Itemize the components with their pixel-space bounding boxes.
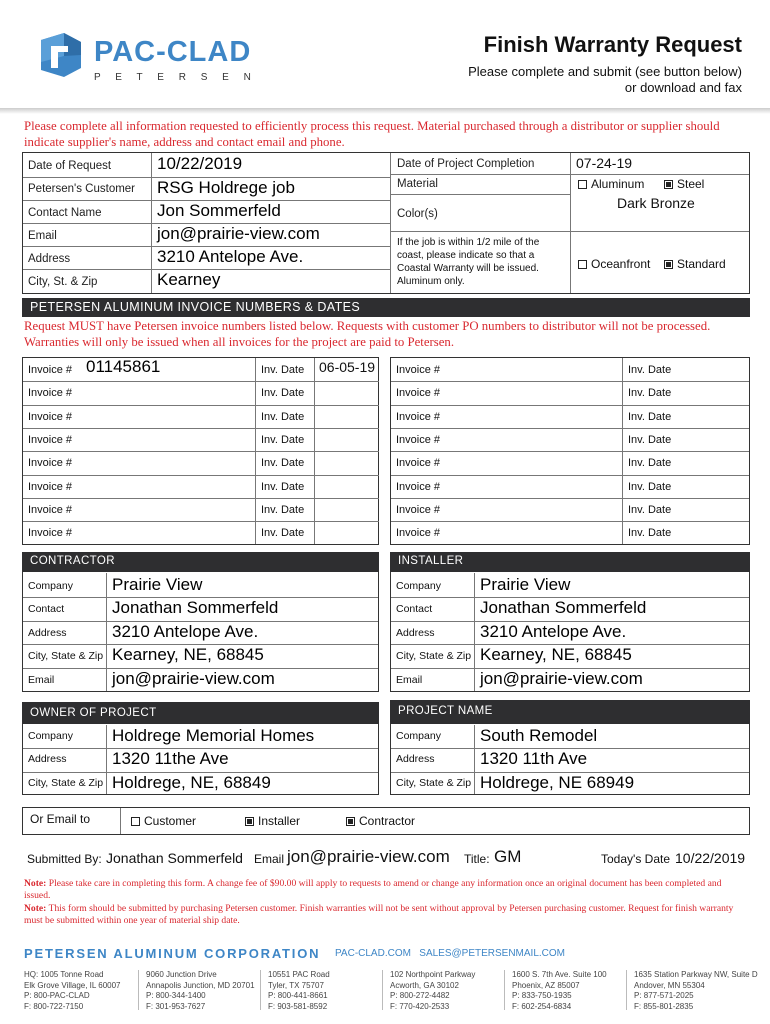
installer-email-field[interactable]: jon@prairie-view.com: [480, 668, 643, 688]
invoice-label: Invoice #: [28, 527, 73, 540]
contractor-email-label: Email: [28, 673, 55, 686]
owner-city-label: City, State & Zip: [28, 776, 104, 789]
city-field[interactable]: Kearney: [157, 270, 221, 289]
office-line: Phoenix, AZ 85007: [512, 980, 580, 990]
contractor-city-label: City, State & Zip: [28, 650, 104, 663]
installer-contact-field[interactable]: Jonathan Sommerfeld: [480, 598, 647, 618]
oceanfront-checkbox[interactable]: Oceanfront: [578, 257, 650, 271]
invoice-number-1[interactable]: 01145861: [86, 357, 161, 376]
header-instruction-2: or download and fax: [624, 80, 742, 95]
contractor-contact-label: Contact: [28, 603, 65, 616]
material-aluminum-checkbox[interactable]: Aluminum: [578, 177, 644, 191]
office-line: P: 800-272-4482: [390, 991, 450, 1000]
checkbox-checked-icon: [346, 817, 355, 826]
address-field[interactable]: 3210 Antelope Ave.: [157, 247, 304, 266]
logo-sub: P E T E R S E N: [94, 72, 257, 83]
invoice-label: Invoice #: [396, 410, 441, 423]
page-title: Finish Warranty Request: [483, 32, 742, 57]
note-1: Note: Please take care in completing this form. A change fee of $90.00 will apply to requests to amend or change any information once an original document has been completed and issued.: [24, 878, 722, 901]
email-to-installer-checkbox[interactable]: Installer: [245, 814, 300, 828]
office-line: Tyler, TX 75707: [268, 980, 324, 990]
invoices-note: Request MUST have Petersen invoice numbers listed below. Requests with customer PO numbers to distributor will not be processed. Warranties will only be issued when all invoices for the project are paid to Petersen.: [24, 319, 711, 349]
checkbox-checked-icon: [664, 260, 673, 269]
contact-name-label: Contact Name: [28, 207, 102, 219]
office-line: F: 770-420-2533: [390, 1001, 450, 1011]
office-line: F: 855-801-2835: [634, 1001, 694, 1011]
office-line: 1635 Station Parkway NW, Suite D: [634, 970, 758, 979]
contractor-company-label: Company: [28, 580, 73, 592]
checkbox-checked-icon: [245, 817, 254, 826]
invoice-label: Invoice #: [396, 364, 441, 376]
invoice-date-label: Inv. Date: [628, 527, 672, 540]
project-company-field[interactable]: South Remodel: [480, 726, 598, 745]
date-request-field[interactable]: 10/22/2019: [157, 154, 243, 173]
submitted-by-field[interactable]: Jonathan Sommerfeld: [106, 850, 243, 866]
logo-mark-icon: [38, 32, 84, 78]
checkbox-icon: [131, 817, 140, 826]
invoice-label: Invoice #: [28, 387, 73, 400]
installer-email-label: Email: [396, 673, 423, 686]
project-city-label: City, State & Zip: [396, 776, 472, 789]
invoice-date-label: Inv. Date: [261, 410, 305, 423]
invoice-date-label: Inv. Date: [628, 410, 672, 423]
checkbox-checked-icon: [664, 180, 673, 189]
invoice-label: Invoice #: [396, 387, 441, 400]
office-line: 10551 PAC Road: [268, 970, 330, 979]
completion-date-label: Date of Project Completion: [397, 158, 535, 170]
contractor-address-label: Address: [28, 626, 67, 639]
contact-name-field[interactable]: Jon Sommerfeld: [157, 201, 281, 220]
logo-name: PAC-CLAD: [94, 36, 252, 68]
project-company-label: Company: [396, 730, 441, 742]
intro-text: Please complete all information requested to efficiently process this request. Material purchased through a distributor or supplier should indicate supplier's name, address and contact email and phone.: [24, 119, 720, 149]
invoice-label: Invoice #: [396, 527, 441, 540]
todays-date-field[interactable]: 10/22/2019: [675, 850, 746, 866]
invoice-date-label: Inv. Date: [628, 364, 672, 376]
owner-company-label: Company: [28, 730, 73, 742]
submitted-email-label: Email: [254, 852, 285, 866]
invoice-date-label: Inv. Date: [628, 503, 672, 516]
coastal-note: If the job is within 1/2 mile of the coast, please indicate so that a Coastal Warranty will be issued. Aluminum only.: [397, 237, 540, 287]
invoice-label: Invoice #: [396, 480, 441, 493]
submitted-title-field[interactable]: GM: [494, 847, 522, 866]
office-line: P: 800-441-8661: [268, 991, 328, 1000]
office-line: Annapolis Junction, MD 20701: [146, 980, 255, 990]
invoice-date-label: Inv. Date: [261, 387, 305, 400]
installer-company-label: Company: [396, 580, 441, 592]
office-line: P: 800-344-1400: [146, 991, 206, 1000]
project-header: PROJECT NAME: [390, 700, 750, 724]
office-line: P: 800-PAC-CLAD: [24, 991, 90, 1000]
submitted-by-label: Submitted By:: [27, 852, 102, 866]
contractor-email-field[interactable]: jon@prairie-view.com: [112, 668, 275, 688]
header-divider: [0, 108, 770, 114]
office-line: P: 877-571-2025: [634, 991, 694, 1000]
contractor-header: CONTRACTOR: [22, 552, 379, 572]
header-instruction-1: Please complete and submit (see button below): [468, 64, 742, 79]
customer-label: Petersen's Customer: [28, 183, 136, 195]
contractor-contact-field[interactable]: Jonathan Sommerfeld: [112, 598, 279, 618]
installer-city-field[interactable]: Kearney, NE, 68845: [480, 645, 632, 665]
material-label: Material: [397, 178, 438, 190]
invoice-label: Invoice #: [28, 457, 73, 470]
footer-corp: PETERSEN ALUMINUM CORPORATION: [24, 946, 321, 961]
material-steel-checkbox[interactable]: Steel: [664, 177, 704, 191]
invoice-date-label: Inv. Date: [261, 364, 305, 376]
office-line: F: 602-254-6834: [512, 1001, 572, 1011]
city-label: City, St. & Zip: [28, 276, 98, 288]
office-line: Acworth, GA 30102: [390, 980, 459, 990]
invoice-date-label: Inv. Date: [628, 480, 672, 493]
office-line: F: 301-953-7627: [146, 1001, 206, 1011]
invoice-date-label: Inv. Date: [628, 457, 672, 470]
email-to-contractor-checkbox[interactable]: Contractor: [346, 814, 415, 828]
email-field[interactable]: jon@prairie-view.com: [157, 224, 320, 243]
footer-links: PAC-CLAD.COM SALES@PETERSENMAIL.COM: [335, 948, 566, 959]
office-line: P: 833-750-1935: [512, 991, 572, 1000]
office-line: 9060 Junction Drive: [146, 970, 217, 979]
invoice-label: Invoice #: [28, 364, 73, 376]
checkbox-icon: [578, 260, 587, 269]
submitted-title-label: Title:: [464, 852, 490, 866]
owner-header: OWNER OF PROJECT: [22, 702, 379, 724]
installer-contact-label: Contact: [396, 603, 433, 616]
office-line: F: 800-722-7150: [24, 1001, 84, 1011]
invoice-date-label: Inv. Date: [261, 527, 305, 540]
owner-address-label: Address: [28, 753, 67, 766]
office-line: 1600 S. 7th Ave. Suite 100: [512, 970, 607, 979]
contractor-company-field[interactable]: Prairie View: [112, 575, 203, 594]
project-address-label: Address: [396, 753, 435, 766]
invoice-label: Invoice #: [396, 503, 441, 516]
invoice-label: Invoice #: [396, 433, 441, 446]
invoice-date-label: Inv. Date: [261, 503, 305, 516]
invoices-header: PETERSEN ALUMINUM INVOICE NUMBERS & DATES: [22, 298, 750, 317]
email-to-label: Or Email to: [30, 812, 91, 826]
invoice-date-1[interactable]: 06-05-19: [319, 359, 376, 375]
project-address-field[interactable]: 1320 11th Ave: [480, 749, 588, 769]
checkbox-icon: [578, 180, 587, 189]
colors-label: Color(s): [397, 208, 438, 220]
address-label: Address: [28, 253, 71, 265]
invoice-date-label: Inv. Date: [261, 457, 305, 470]
date-request-label: Date of Request: [28, 160, 112, 172]
owner-city-field[interactable]: Holdrege, NE, 68849: [112, 772, 271, 792]
installer-header: INSTALLER: [390, 552, 750, 572]
completion-date-field[interactable]: 07-24-19: [576, 155, 633, 171]
invoice-date-label: Inv. Date: [261, 480, 305, 493]
installer-company-field[interactable]: Prairie View: [480, 575, 571, 594]
office-line: HQ: 1005 Tonne Road: [24, 970, 104, 979]
installer-city-label: City, State & Zip: [396, 650, 472, 663]
contractor-city-field[interactable]: Kearney, NE, 68845: [112, 645, 264, 665]
email-to-customer-checkbox[interactable]: Customer: [131, 814, 196, 828]
invoice-label: Invoice #: [396, 457, 441, 470]
contractor-address-field[interactable]: 3210 Antelope Ave.: [112, 621, 259, 641]
owner-address-field[interactable]: 1320 11the Ave: [112, 749, 229, 769]
project-city-field[interactable]: Holdrege, NE 68949: [480, 772, 635, 792]
installer-address-field[interactable]: 3210 Antelope Ave.: [480, 621, 627, 641]
invoice-label: Invoice #: [28, 503, 73, 516]
office-line: Elk Grove Village, IL 60007: [24, 980, 121, 990]
customer-field[interactable]: RSG Holdrege job: [157, 178, 295, 197]
invoice-date-label: Inv. Date: [261, 433, 305, 446]
installer-address-label: Address: [396, 626, 435, 639]
invoice-date-label: Inv. Date: [628, 387, 672, 400]
invoice-date-label: Inv. Date: [628, 433, 672, 446]
standard-checkbox[interactable]: Standard: [664, 257, 726, 271]
invoice-label: Invoice #: [28, 433, 73, 446]
office-line: Andover, MN 55304: [634, 980, 705, 990]
office-line: 102 Northpoint Parkway: [390, 970, 476, 979]
invoice-label: Invoice #: [28, 410, 73, 423]
email-label: Email: [28, 230, 57, 242]
owner-company-field[interactable]: Holdrege Memorial Homes: [112, 726, 315, 745]
color-field[interactable]: Dark Bronze: [617, 195, 695, 211]
office-line: F: 903-581-8592: [268, 1001, 328, 1011]
invoice-label: Invoice #: [28, 480, 73, 493]
note-2: Note: This form should be submitted by purchasing Petersen customer. Finish warranties will not be sent without approval by Petersen purchasing customer. Request for finish warranty must be submitted within one year of material ship date.: [24, 903, 734, 926]
todays-date-label: Today's Date: [601, 852, 670, 866]
submitted-email-field[interactable]: jon@prairie-view.com: [287, 847, 450, 866]
logo: [38, 30, 268, 90]
